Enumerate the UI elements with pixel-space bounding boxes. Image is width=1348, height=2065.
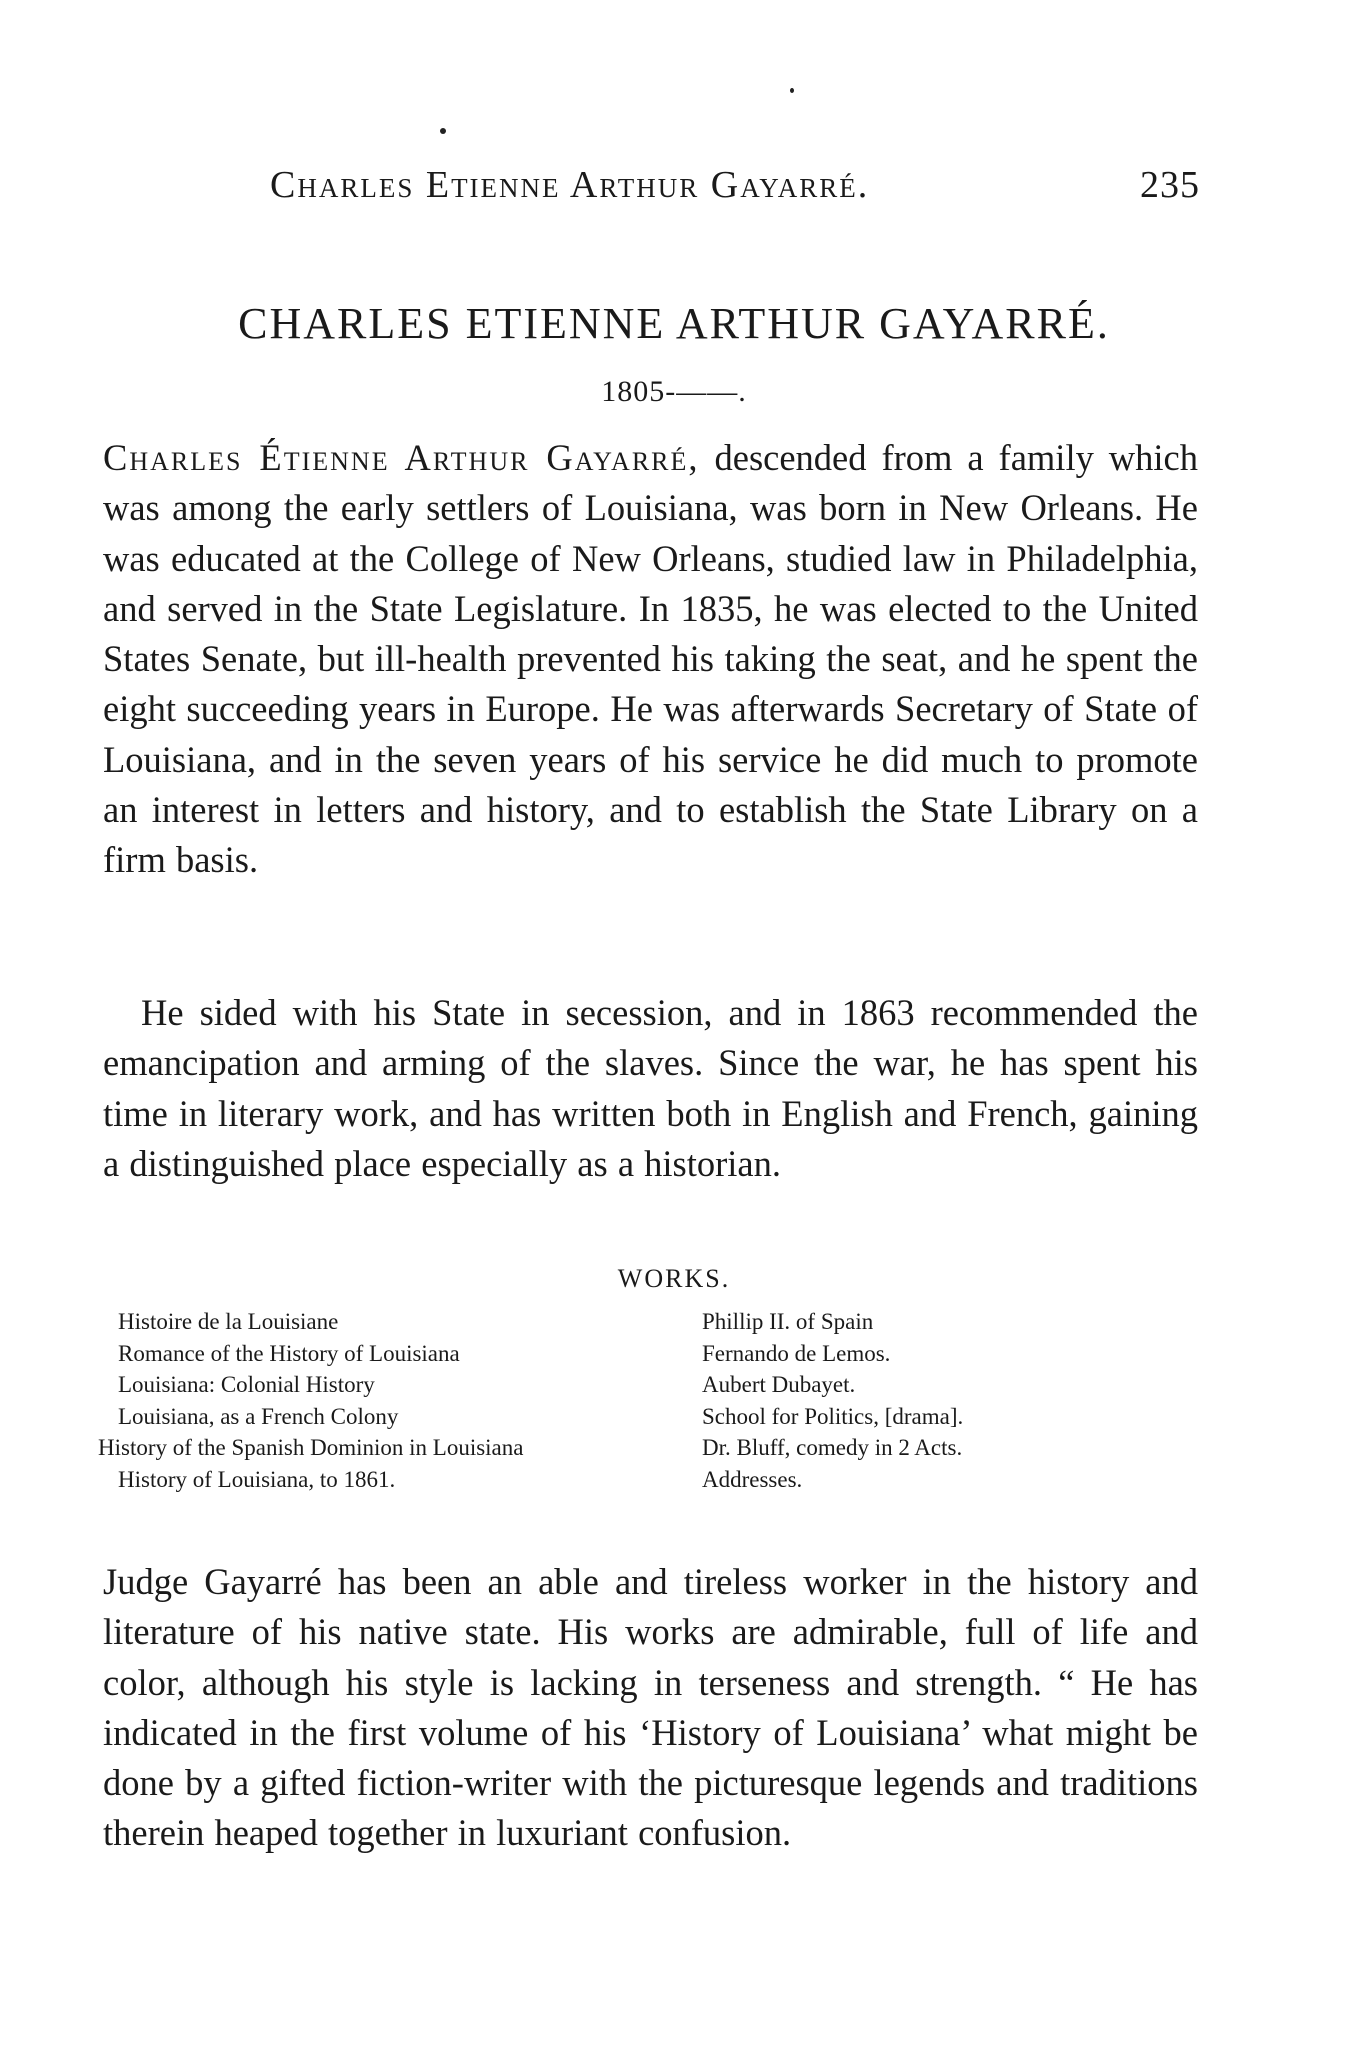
paragraph-text: descended from a family which was among the early settlers of Louisiana, was born in New Orleans. He was educated at the College of New Orleans, studied law in Philadelphia, and served in the State Legislature. In 1835, he was elected to the United States Senate, but ill-health prevented his taking the seat, and he spent the eight succeeding years in Europe. He was afterwards Secretary of State of Louisiana, and in the seven years of his service he did much to promote an interest in letters and history, and to establish the State Library on a firm basis. [103,437,1198,881]
work-item: Fernando de Lemos. [702,1340,891,1366]
page-number: 235 [1140,164,1200,206]
biography-paragraph-2 [103,988,1198,1189]
life-dates: 1805-——. [601,375,747,408]
running-head [270,163,1200,213]
article-title: CHARLES ETIENNE ARTHUR GAYARRÉ. [238,299,1110,348]
subject-name: Charles Étienne Arthur Gayarré, [103,437,700,478]
work-item: Addresses. [702,1466,803,1492]
works-heading: WORKS. [617,1264,731,1293]
work-item: Romance of the History of Louisiana [118,1340,460,1366]
print-speck [790,88,794,93]
paragraph-text: He sided with his State in secession, and in 1863 recommended the emancipation and arming of the slaves. Since the war, he has spent his time in literary work, and has written both in English and French, gaining a distinguished place especially as a historian. [103,992,1198,1184]
work-item: Louisiana, as a French Colony [118,1403,399,1429]
work-item: School for Politics, [drama]. [702,1403,964,1429]
work-item: History of Louisiana, to 1861. [118,1466,396,1492]
paragraph-text: Judge Gayarré has been an able and tireless worker in the history and literature of his native state. His works are admirable, full of life and color, although his style is lacking in terseness and strength. “ He has indicated in the first volume of his ‘History of Louisiana’ what might be done by a gifted fiction-writer with the picturesque legends and traditions therein heaped together in luxuriant confusion. [103,1561,1198,1854]
works-list-left [98,1306,658,1495]
work-item: Louisiana: Colonial History [118,1372,375,1397]
work-item: History of the Spanish Dominion in Louisiana [98,1435,524,1460]
work-item: Histoire de la Louisiane [118,1309,339,1334]
commentary-paragraph [103,1557,1198,1859]
work-item: Phillip II. of Spain [702,1309,874,1334]
biography-paragraph-1 [103,433,1198,886]
work-item: Aubert Dubayet. [702,1372,856,1397]
work-item: Dr. Bluff, comedy in 2 Acts. [702,1435,963,1460]
print-speck [440,128,446,134]
works-list-right [702,1306,1122,1495]
running-title: Charles Etienne Arthur Gayarré. [270,164,870,206]
